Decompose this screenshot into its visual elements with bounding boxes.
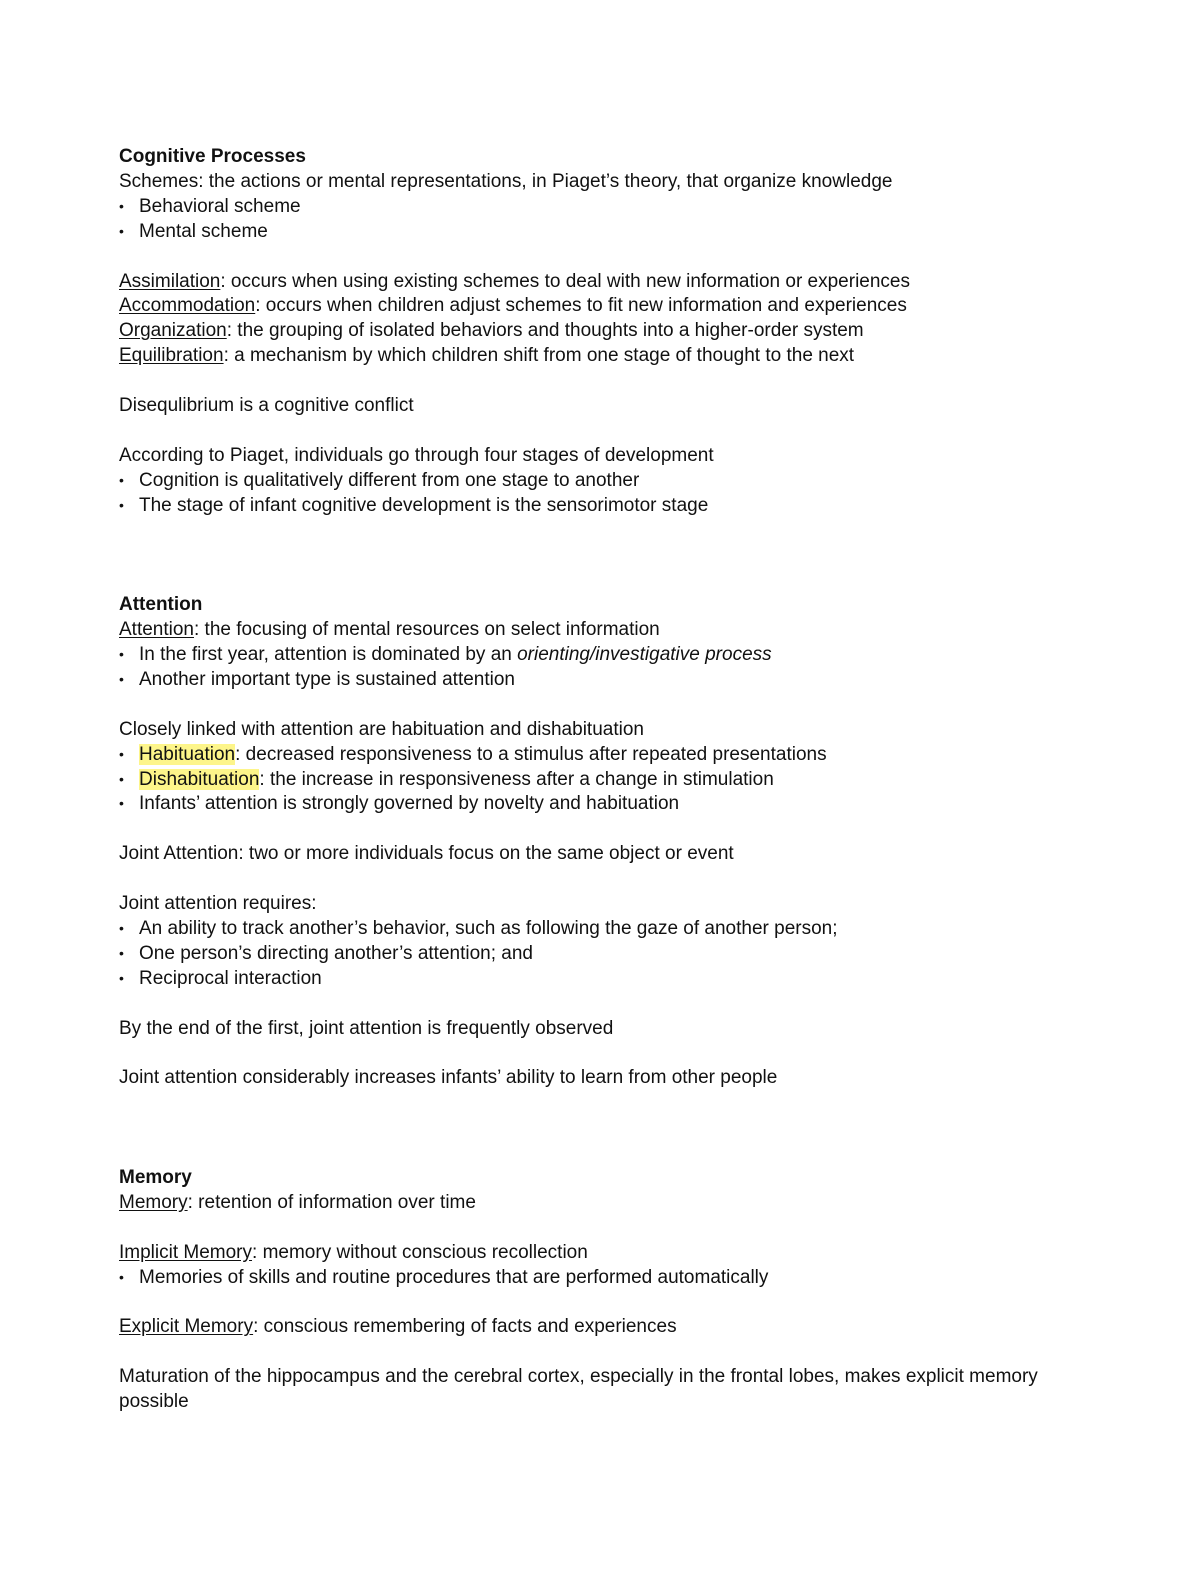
- learning-note: Joint attention considerably increases infants’ ability to learn from other people: [119, 1067, 778, 1089]
- list-item: • Dishabituation: the increase in responsiveness after a change in stimulation: [119, 768, 1079, 793]
- joint-attention-requires: Joint attention requires:: [119, 893, 317, 915]
- disequilibrium-note: Disequlibrium is a cognitive conflict: [119, 395, 414, 417]
- section-heading-attention: Attention: [119, 594, 203, 616]
- section-heading-memory: Memory: [119, 1166, 192, 1188]
- term: Equilibration: [119, 345, 224, 367]
- bullet-icon: •: [119, 969, 124, 986]
- bullet-icon: •: [119, 770, 124, 787]
- italic-phrase: orienting/investigative process: [517, 644, 772, 666]
- definition-memory: Memory: retention of information over time: [119, 1191, 476, 1213]
- bullet-icon: •: [119, 795, 124, 812]
- habituation-intro: Closely linked with attention are habituation and dishabituation: [119, 718, 644, 740]
- bullet-icon: •: [119, 919, 124, 936]
- term: Accommodation: [119, 295, 256, 317]
- end-first-note: By the end of the first, joint attention is frequently observed: [119, 1017, 614, 1039]
- list-item: • Behavioral scheme: [119, 195, 1079, 220]
- list-item: • Cognition is qualitatively different from one stage to another: [119, 469, 1079, 494]
- term: Attention: [119, 619, 194, 641]
- term: Memory: [119, 1191, 188, 1213]
- list-item: • An ability to track another’s behavior, such as following the gaze of another person;: [119, 917, 1079, 942]
- list-item: • Mental scheme: [119, 220, 1079, 245]
- term: Implicit Memory: [119, 1241, 253, 1263]
- maturation-note: Maturation of the hippocampus and the cerebral cortex, especially in the frontal lobes, makes explicit memory possible: [119, 1366, 1038, 1413]
- bullet-icon: •: [119, 646, 124, 663]
- bullet-icon: •: [119, 1268, 124, 1285]
- list-item: • Infants’ attention is strongly governed by novelty and habituation: [119, 792, 1079, 817]
- definition-attention: Attention: the focusing of mental resources on select information: [119, 619, 660, 641]
- list-item: • Memories of skills and routine procedures that are performed automatically: [119, 1266, 1079, 1291]
- definition-organization: Organization: the grouping of isolated behaviors and thoughts into a higher-order system: [119, 320, 864, 342]
- list-item: • In the first year, attention is dominated by an orienting/investigative process: [119, 643, 1079, 668]
- definition-accommodation: Accommodation: occurs when children adjust schemes to fit new information and experiences: [119, 295, 907, 317]
- bullet-icon: •: [119, 944, 124, 961]
- bullet-icon: •: [119, 745, 124, 762]
- bullet-icon: •: [119, 222, 124, 239]
- definition-implicit-memory: Implicit Memory: memory without conscious recollection: [119, 1241, 588, 1263]
- list-item: • Reciprocal interaction: [119, 967, 1079, 992]
- highlighted-term: Habituation: [139, 743, 236, 765]
- bullet-icon: •: [119, 496, 124, 513]
- list-item: • Another important type is sustained attention: [119, 668, 1079, 693]
- list-item: • One person’s directing another’s attention; and: [119, 942, 1079, 967]
- term: Organization: [119, 320, 227, 342]
- bullet-icon: •: [119, 471, 124, 488]
- definition-equilibration: Equilibration: a mechanism by which children shift from one stage of thought to the next: [119, 345, 855, 367]
- definition-explicit-memory: Explicit Memory: conscious remembering of facts and experiences: [119, 1316, 677, 1338]
- definition-assimilation: Assimilation: occurs when using existing schemes to deal with new information or experiences: [119, 270, 910, 292]
- joint-attention-definition: Joint Attention: two or more individuals focus on the same object or event: [119, 843, 734, 865]
- document-page: [119, 145, 1079, 1415]
- list-item: • Habituation: decreased responsiveness to a stimulus after repeated presentations: [119, 743, 1079, 768]
- bullet-icon: •: [119, 670, 124, 687]
- list-item: • The stage of infant cognitive development is the sensorimotor stage: [119, 494, 1079, 519]
- schemes-definition: Schemes: the actions or mental representations, in Piaget’s theory, that organize knowledge: [119, 170, 893, 192]
- stages-intro: According to Piaget, individuals go through four stages of development: [119, 444, 714, 466]
- term: Assimilation: [119, 270, 221, 292]
- highlighted-term: Dishabituation: [139, 768, 260, 790]
- term: Explicit Memory: [119, 1316, 254, 1338]
- section-heading-cognitive: Cognitive Processes: [119, 146, 306, 167]
- bullet-icon: •: [119, 197, 124, 214]
